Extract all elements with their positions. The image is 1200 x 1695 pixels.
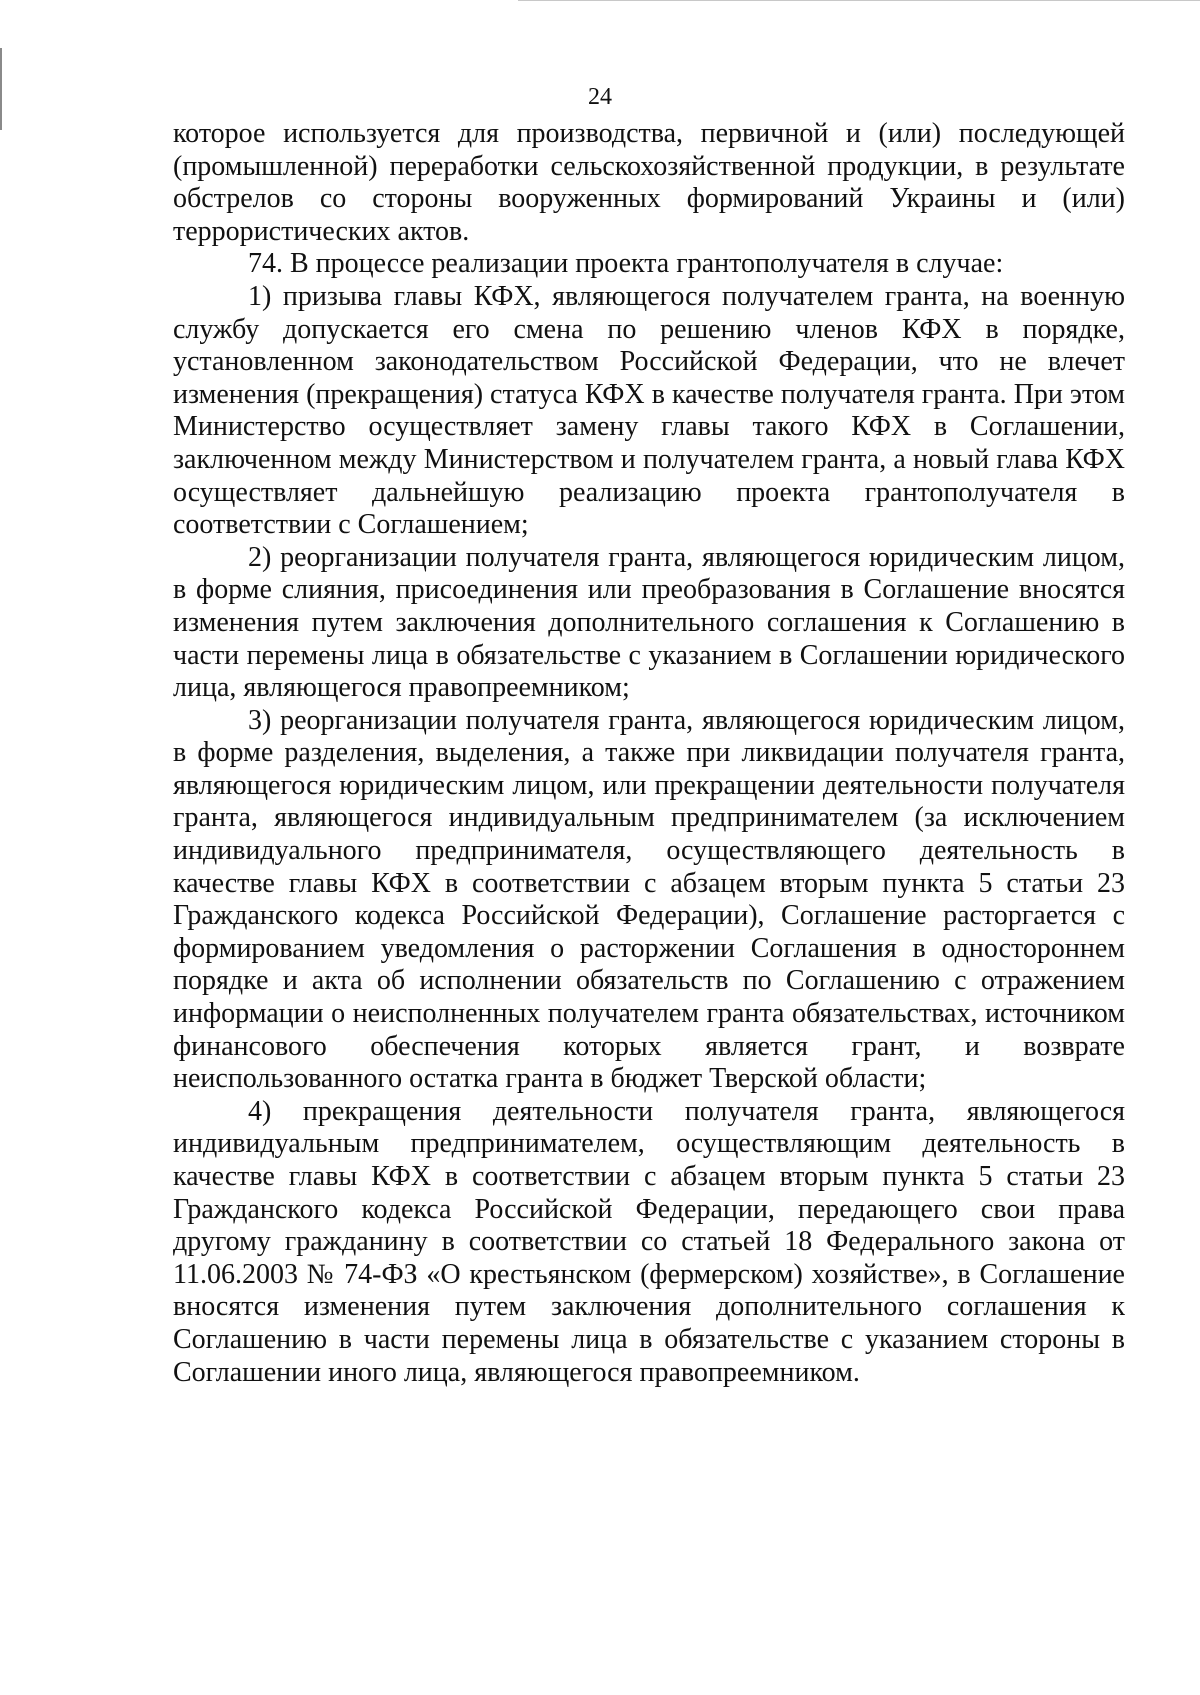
paragraph-item-74: 74. В процессе реализации проекта грантополучателя в случае: xyxy=(248,248,1004,280)
paragraph-subitem-1: 1) призыва главы КФХ, являющегося получателем гранта, на военную службу допускается его смена по решению членов КФХ в порядке, установленном законодательством Российской Федерации, что не влечет изменения (прекращения) статуса КФХ в качестве получателя гранта. При этом Министерство осуществляет замену главы такого КФХ в Соглашении, заключенном между Министерством и получателем гранта, а новый глава КФХ осуществляет дальнейшую реализацию проекта грантополучателя в соответствии с Соглашением; xyxy=(173,280,1125,541)
paragraph-subitem-3: 3) реорганизации получателя гранта, являющегося юридическим лицом, в форме разделения, выделения, а также при ликвидации получателя гранта, являющегося юридическим лицом, или прекращении деятельности получателя гранта, являющегося индивидуальным предпринимателем (за исключением индивидуального предпринимателя, осуществляющего деятельность в качестве главы КФХ в соответствии с абзацем вторым пункта 5 статьи 23 Гражданского кодекса Российской Федерации), Соглашение расторгается с формированием уведомления о расторжении Соглашения в одностороннем порядке и акта об исполнении обязательств по Соглашению с отражением информации о неисполненных получателем гранта обязательствах, источником финансового обеспечения которых является грант, и возврате неиспользованного остатка гранта в бюджет Тверской области; xyxy=(173,704,1125,1095)
paragraph-subitem-2: 2) реорганизации получателя гранта, являющегося юридическим лицом, в форме слияния, присоединения или преобразования в Соглашение вносятся изменения путем заключения дополнительного соглашения к Соглашению в части перемены лица в обязательстве с указанием в Соглашении юридического лица, являющегося правопреемником; xyxy=(173,541,1125,704)
paragraph-subitem-4: 4) прекращения деятельности получателя гранта, являющегося индивидуальным предпринимателем, осуществляющим деятельность в качестве главы КФХ в соответствии с абзацем вторым пункта 5 статьи 23 Гражданского кодекса Российской Федерации, передающего свои права другому гражданину в соответствии со статьей 18 Федерального закона от 11.06.2003 № 74-ФЗ «О крестьянском (фермерском) хозяйстве», в Соглашение вносятся изменения путем заключения дополнительного соглашения к Соглашению в части перемены лица в обязательстве с указанием стороны в Соглашении иного лица, являющегося правопреемником. xyxy=(173,1095,1125,1388)
document-body xyxy=(173,118,1125,1389)
scan-edge-line xyxy=(518,0,1200,1)
page-number: 24 xyxy=(588,84,612,110)
paragraph-continuation: которое используется для производства, первичной и (или) последующей (промышленной) переработки сельскохозяйственной продукции, в результате обстрелов со стороны вооруженных формирований Украины и (или) террористических актов. xyxy=(173,118,1125,247)
